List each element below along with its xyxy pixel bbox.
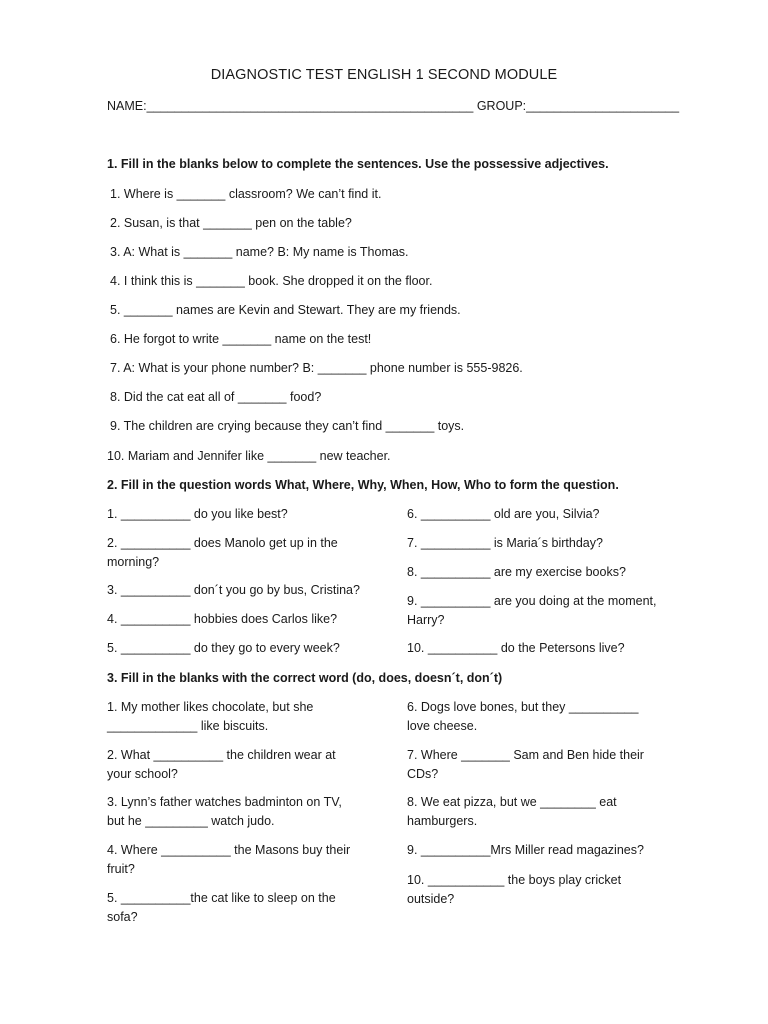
section1-item: 10. Mariam and Jennifer like _______ new teacher. — [107, 449, 391, 463]
section1-item: 8. Did the cat eat all of _______ food? — [110, 390, 322, 404]
section3-right-item: 10. ___________ the boys play cricket outside? — [407, 873, 622, 906]
section2-left-item: 3. __________ don´t you go by bus, Cristina? — [107, 583, 360, 597]
section1-item: 1. Where is _______ classroom? We can’t find it. — [110, 187, 382, 201]
section2-right-item: 10. __________ do the Petersons live? — [407, 641, 625, 655]
section2-left-item: 4. __________ hobbies does Carlos like? — [107, 612, 338, 626]
section3-right-item: 6. Dogs love bones, but they __________ love cheese. — [407, 700, 639, 733]
section1-heading: 1. Fill in the blanks below to complete the sentences. Use the possessive adjectives. — [107, 157, 609, 171]
section3-left-item: 3. Lynn’s father watches badminton on TV, but he _________ watch judo. — [107, 795, 342, 828]
section2-left-item: 1. __________ do you like best? — [107, 507, 288, 521]
section3-left-item: 4. Where __________ the Masons buy their fruit? — [107, 843, 351, 876]
section2-left-item: 5. __________ do they go to every week? — [107, 641, 340, 655]
name-blank: _______________________________________________ — [146, 99, 474, 113]
section2-right-item: 8. __________ are my exercise books? — [407, 565, 626, 579]
group-label: GROUP: — [476, 99, 527, 113]
section3-right-item: 7. Where _______ Sam and Ben hide their CDs? — [407, 748, 644, 781]
section1-item: 3. A: What is _______ name? B: My name is Thomas. — [110, 245, 409, 259]
section1-item: 6. He forgot to write _______ name on the test! — [110, 332, 372, 346]
section3-right-item: 8. We eat pizza, but we ________ eat hamburgers. — [407, 795, 617, 828]
section2-left-item: 2. __________ does Manolo get up in the morning? — [107, 536, 338, 569]
section3-right-item: 9. __________Mrs Miller read magazines? — [407, 843, 644, 857]
section1-item: 7. A: What is your phone number? B: _______ phone number is 555-9826. — [110, 361, 523, 375]
section1-item: 5. _______ names are Kevin and Stewart. They are my friends. — [110, 303, 461, 317]
section2-right-item: 6. __________ old are you, Silvia? — [407, 507, 600, 521]
page-title: DIAGNOSTIC TEST ENGLISH 1 SECOND MODULE — [210, 67, 558, 83]
section2-heading: 2. Fill in the question words What, Where, Why, When, How, Who to form the question. — [107, 478, 619, 492]
section3-left-item: 1. My mother likes chocolate, but she _____________ like biscuits. — [107, 700, 314, 733]
section3-heading: 3. Fill in the blanks with the correct word (do, does, doesn´t, don´t) — [107, 671, 503, 685]
section3-left-item: 5. __________the cat like to sleep on the sofa? — [107, 891, 336, 924]
name-group-line — [107, 99, 679, 113]
group-blank: ______________________ — [526, 99, 680, 113]
section1-item: 9. The children are crying because they can’t find _______ toys. — [110, 419, 465, 433]
section1-item: 2. Susan, is that _______ pen on the table? — [110, 216, 352, 230]
section2-right-item: 7. __________ is Maria´s birthday? — [407, 536, 603, 550]
section2-right-item: 9. __________ are you doing at the moment, Harry? — [407, 594, 657, 627]
name-label: NAME: — [107, 99, 147, 113]
section3-left-item: 2. What __________ the children wear at your school? — [107, 748, 336, 781]
section1-item: 4. I think this is _______ book. She dropped it on the floor. — [110, 274, 433, 288]
